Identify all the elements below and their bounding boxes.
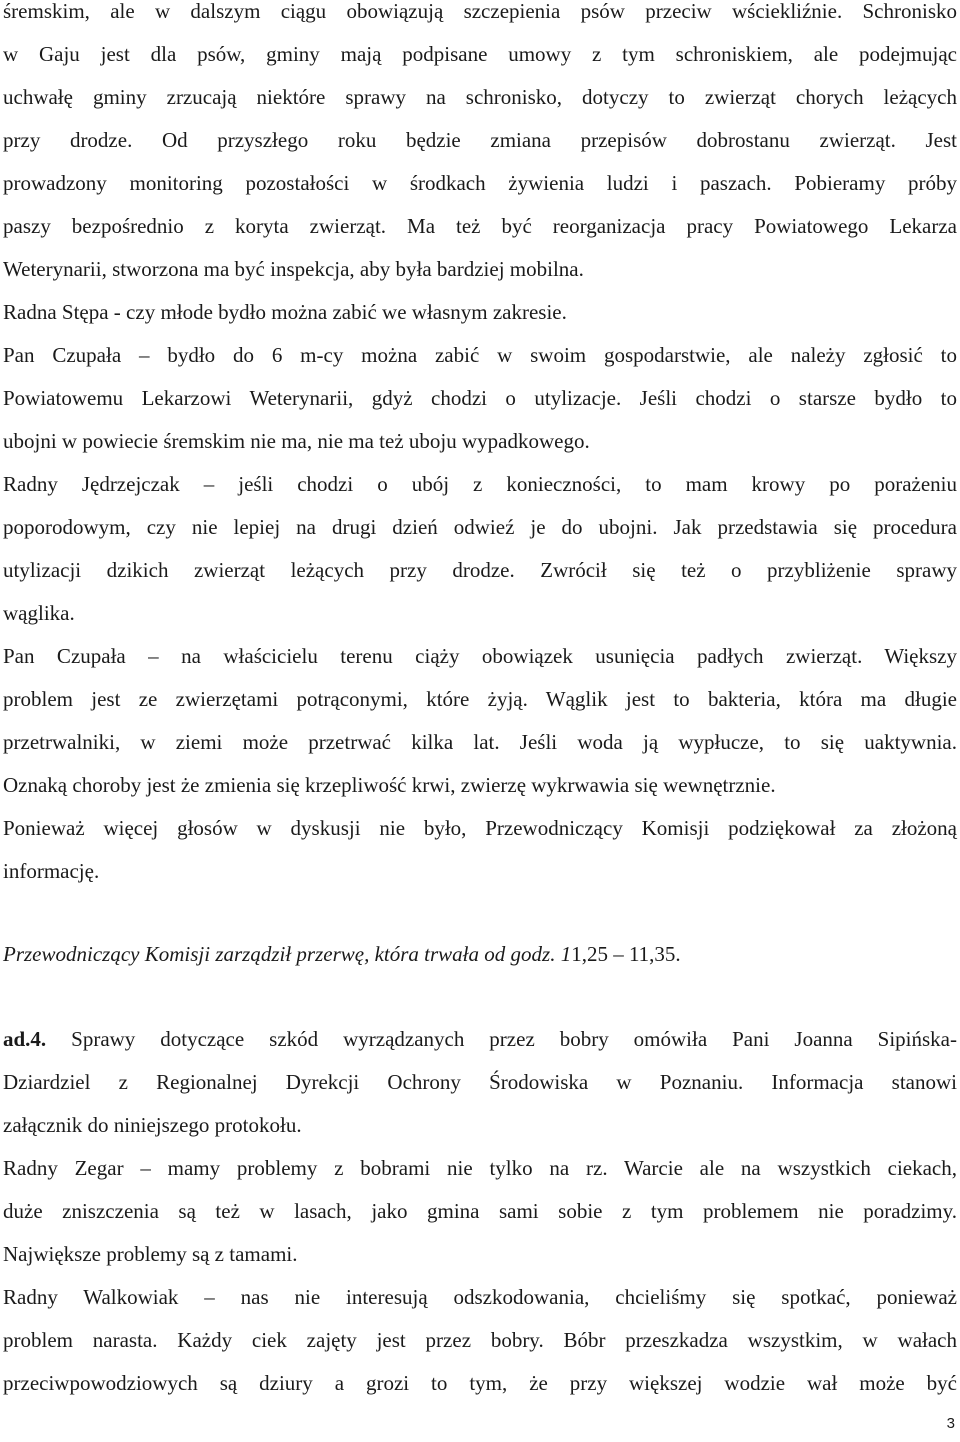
paragraph-line: poporodowym, czy nie lepiej na drugi dzień odwieź je do ubojni. Jak przedstawia się procedura — [3, 515, 957, 539]
paragraph-line: Radny Zegar – mamy problemy z bobrami nie tylko na rz. Warcie ale na wszystkich ciekach, — [3, 1156, 957, 1180]
paragraph-line: wąglika. — [3, 601, 75, 625]
paragraph-line: problem narasta. Każdy ciek zajęty jest przez bobry. Bóbr przeszkadza wszystkim, w wałach — [3, 1328, 957, 1352]
page-number: 3 — [946, 1415, 955, 1432]
paragraph-line: Ponieważ więcej głosów w dyskusji nie było, Przewodniczący Komisji podziękował za złożoną — [3, 816, 957, 840]
paragraph-line: paszy bezpośrednio z koryta zwierząt. Ma też być reorganizacja pracy Powiatowego Lekarza — [3, 214, 957, 238]
paragraph-line: Radny Jędrzejczak – jeśli chodzi o ubój z konieczności, to mam krowy po porażeniu — [3, 472, 957, 496]
paragraph-line: Radny Walkowiak – nas nie interesują odszkodowania, chcieliśmy się spotkać, ponieważ — [3, 1285, 957, 1309]
paragraph-line: śremskim, ale w dalszym ciągu obowiązują szczepienia psów przeciw wściekliźnie. Schronisko — [3, 0, 957, 23]
paragraph-line: Oznaką choroby jest że zmienia się krzepliwość krwi, zwierzę wykrwawia się wewnętrznie. — [3, 773, 776, 797]
paragraph-line: Radna Stępa - czy młode bydło można zabić we własnym zakresie. — [3, 300, 567, 324]
agenda-item-text: Sprawy dotyczące szkód wyrządzanych przez bobry omówiła Pani Joanna Sipińska- — [71, 1027, 957, 1051]
break-note-time: 1,25 – 11,35. — [571, 942, 681, 966]
paragraph-line: utylizacji dzikich zwierząt leżących przy drodze. Zwrócił się też o przybliżenie sprawy — [3, 558, 957, 582]
agenda-item-label: ad.4. — [3, 1027, 47, 1051]
paragraph-line: w Gaju jest dla psów, gminy mają podpisane umowy z tym schroniskiem, ale podejmując — [3, 42, 957, 66]
paragraph-line: duże zniszczenia są też w lasach, jako gmina sami sobie z tym problemem nie poradzimy. — [3, 1199, 957, 1223]
paragraph-line: przeciwpowodziowych są dziury a grozi to tym, że przy większej wodzie wał może być — [3, 1371, 957, 1395]
paragraph-line: prowadzony monitoring pozostałości w środkach żywienia ludzi i paszach. Pobieramy próby — [3, 171, 957, 195]
paragraph-line: Dziardziel z Regionalnej Dyrekcji Ochrony Środowiska w Poznaniu. Informacja stanowi — [3, 1070, 957, 1094]
paragraph-line: Największe problemy są z tamami. — [3, 1242, 298, 1266]
paragraph-line: uchwałę gminy zrzucają niektóre sprawy na schronisko, dotyczy to zwierząt chorych leżących — [3, 85, 957, 109]
paragraph-line: Powiatowemu Lekarzowi Weterynarii, gdyż chodzi o utylizacje. Jeśli chodzi o starsze bydło to — [3, 386, 957, 410]
paragraph-line: problem jest ze zwierzętami potrąconymi, które żyją. Wąglik jest to bakteria, która ma długie — [3, 687, 957, 711]
paragraph-line: Weterynarii, stworzona ma być inspekcja, aby była bardziej mobilna. — [3, 257, 584, 281]
paragraph-line: przy drodze. Od przyszłego roku będzie zmiana przepisów dobrostanu zwierząt. Jest — [3, 128, 957, 152]
paragraph-line: przetrwalniki, w ziemi może przetrwać kilka lat. Jeśli woda ją wypłucze, to się uaktywnia. — [3, 730, 957, 754]
break-note-italic: Przewodniczący Komisji zarządził przerwę, która trwała od godz. 1 — [3, 942, 572, 966]
agenda-item-line — [3, 1025, 957, 1053]
paragraph-line: załącznik do niniejszego protokołu. — [3, 1113, 302, 1137]
break-note — [3, 940, 957, 968]
paragraph-line: Pan Czupała – bydło do 6 m-cy można zabić w swoim gospodarstwie, ale należy zgłosić to — [3, 343, 957, 367]
paragraph-line: Pan Czupała – na właścicielu terenu ciąży obowiązek usunięcia padłych zwierząt. Większy — [3, 644, 957, 668]
paragraph-line: ubojni w powiecie śremskim nie ma, nie ma też uboju wypadkowego. — [3, 429, 590, 453]
paragraph-line: informację. — [3, 859, 100, 883]
